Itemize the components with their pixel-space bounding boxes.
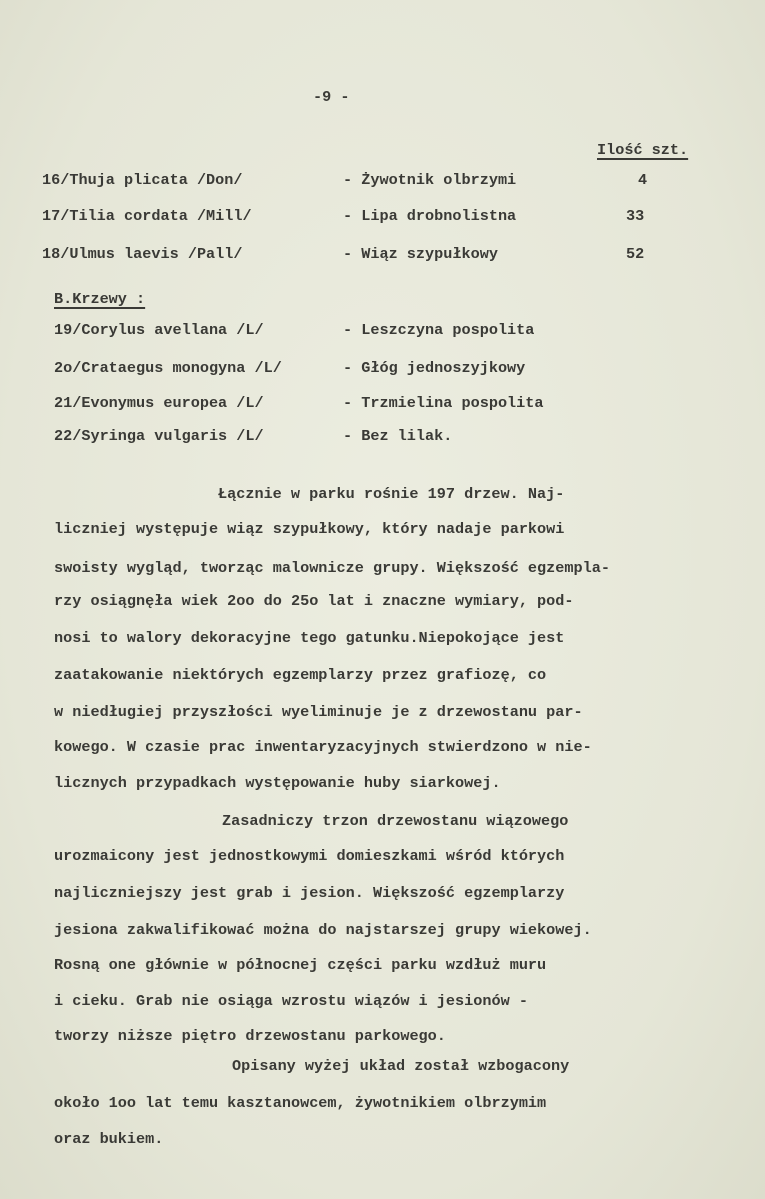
tree-polish: - Lipa drobnolistna [343,207,517,225]
text-line: i cieku. Grab nie osiąga wzrostu wiązów i jesionów - [54,992,528,1010]
tree-count: 4 [638,171,648,189]
shrub-latin: 21/Evonymus europea /L/ [54,394,264,412]
text-line: urozmaicony jest jednostkowymi domieszkami wśród których [54,847,565,865]
text-line: swoisty wygląd, tworząc malownicze grupy. Większość egzempla- [54,559,610,577]
shrub-latin: 2o/Crataegus monogyna /L/ [54,359,282,377]
tree-polish: - Żywotnik olbrzymi [343,171,517,189]
shrub-polish: - Bez lilak. [343,427,453,445]
text-line: Łącznie w parku rośnie 197 drzew. Naj- [218,485,565,503]
text-line: najliczniejszy jest grab i jesion. Większość egzemplarzy [54,884,565,902]
shrub-latin: 19/Corylus avellana /L/ [54,321,264,339]
text-line: oraz bukiem. [54,1130,164,1148]
text-line: tworzy niższe piętro drzewostanu parkowego. [54,1027,446,1045]
shrubs-heading: B.Krzewy : [54,290,146,308]
shrub-polish: - Leszczyna pospolita [343,321,535,339]
text-line: rzy osiągnęła wiek 2oo do 25o lat i znaczne wymiary, pod- [54,592,574,610]
text-line: Zasadniczy trzon drzewostanu wiązowego [222,812,569,830]
tree-latin: 18/Ulmus laevis /Pall/ [42,245,243,263]
table-header-count: Ilość szt. [597,141,689,159]
text-line: liczniej występuje wiąz szypułkowy, który nadaje parkowi [54,520,565,538]
text-line: licznych przypadkach występowanie huby siarkowej. [54,774,501,792]
text-line: nosi to walory dekoracyjne tego gatunku.Niepokojące jest [54,629,565,647]
page-number: -9 - [313,88,350,106]
shrub-polish: - Głóg jednoszyjkowy [343,359,526,377]
shrub-polish: - Trzmielina pospolita [343,394,544,412]
text-line: Rosną one głównie w północnej części parku wzdłuż muru [54,956,547,974]
tree-latin: 16/Thuja plicata /Don/ [42,171,243,189]
tree-polish: - Wiąz szypułkowy [343,245,498,263]
text-line: kowego. W czasie prac inwentaryzacyjnych stwierdzono w nie- [54,738,592,756]
tree-count: 33 [626,207,645,225]
tree-latin: 17/Tilia cordata /Mill/ [42,207,252,225]
text-line: w niedługiej przyszłości wyeliminuje je z drzewostanu par- [54,703,583,721]
text-line: około 1oo lat temu kasztanowcem, żywotnikiem olbrzymim [54,1094,547,1112]
text-line: Opisany wyżej układ został wzbogacony [232,1057,570,1075]
tree-count: 52 [626,245,645,263]
shrub-latin: 22/Syringa vulgaris /L/ [54,427,264,445]
text-line: jesiona zakwalifikować można do najstarszej grupy wiekowej. [54,921,592,939]
text-line: zaatakowanie niektórych egzemplarzy przez grafiozę, co [54,666,547,684]
